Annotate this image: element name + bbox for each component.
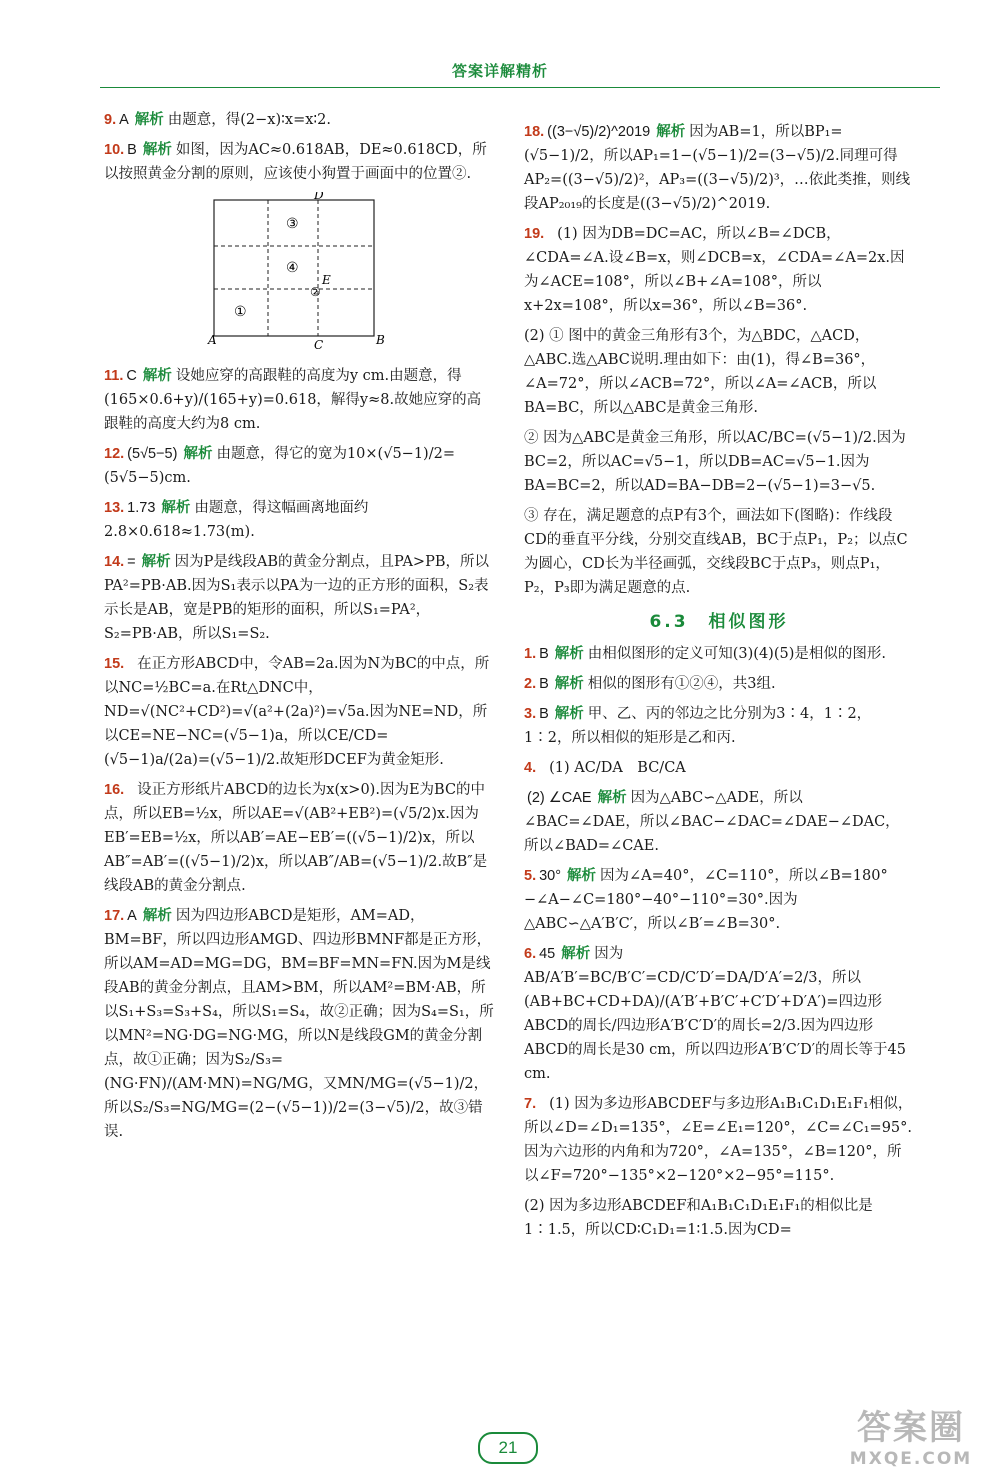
label-d: D [314,192,324,202]
analysis-label: 解析 [554,646,584,662]
item-text: (1) 因为DB=DC=AC，所以∠B=∠DCB，∠CDA=∠A.设∠B=x，则∠DCB=x，∠CDA=∠A=2x.因为∠ACE=108°，所以∠B+∠A=108°，所以x+2x=108°，所以x=36°，所以∠B=36°. [524,226,905,314]
item-text: 设她应穿的高跟鞋的高度为y cm.由题意，得 (165×0.6+y)/(165+y)=0.618，解得y≈8.故她应穿的高跟鞋的高度大约为8 cm. [104,368,482,432]
answer-item-4 [524,756,914,780]
item-answer: B [539,676,549,692]
page-header: 答案详解精析 [451,62,548,80]
item-number: 4. [524,760,537,776]
analysis-label: 解析 [554,706,584,722]
item-number: 3. [524,706,537,722]
page-number: 21 [478,1432,538,1464]
header-divider [100,87,940,88]
item-answer: B [127,142,137,158]
left-column [104,108,494,1150]
answer-item-3 [524,702,914,750]
item-text: 如图，因为AC≈0.618AB，DE≈0.618CD，所以按照黄金分割的原则，应该使小狗置于画面中的位置②. [104,142,487,182]
label-b: B [376,333,385,347]
item-answer: 30° [539,868,562,884]
item-number: 13. [104,500,125,516]
analysis-label: 解析 [142,142,172,158]
right-column [524,120,914,1248]
item-number: 12. [104,446,125,462]
item-answer: A [127,908,137,924]
answer-item-19-2-3 [524,504,914,600]
answer-item-16 [104,778,494,898]
cell-3: ③ [286,216,299,232]
item-text: 因为四边形ABCD是矩形，AM=AD，BM=BF，所以四边形AMGD、四边形BMNF都是正方形，所以AM=AD=MG=DG，BM=BF=MN=FN.因为M是线段AB的黄金分割点，且AM>BM，所以AM²=BM·AB，所以S₁+S₃=S₃+S₄，所以S₁=S₄，故②正确；因为S₄=S₁，所以MN²=NG·DG=NG·MG，所以N是线段GM的黄金分割点，故①正确；因为S₂/S₃=(NG·FN)/(AM·MN)=NG/MG，又MN/MG=(√5−1)/2，所以S₂/S₃=NG/MG=(2−(√5−1))/2=(3−√5)/2，故③错误. [104,908,494,1140]
analysis-label: 解析 [134,112,164,128]
item-number: 7. [524,1096,537,1112]
answer-item-5 [524,864,914,936]
watermark-logo [836,1400,986,1475]
answer-item-13 [104,496,494,544]
answer-item-11 [104,364,494,436]
item-answer: C [126,368,137,384]
item-text: (2) 因为多边形ABCDEF和A₁B₁C₁D₁E₁F₁的相似比是1∶1.5，所以CD∶C₁D₁=1∶1.5.因为CD= [524,1198,873,1238]
item-answer: = [127,554,136,570]
item-number: 15. [104,656,125,672]
golden-grid-figure [104,192,494,358]
item-number: 6. [524,946,537,962]
item-answer: (5√5−5) [127,446,178,462]
answer-item-14 [104,550,494,646]
watermark-text-bottom: MXQE.COM [849,1449,973,1469]
analysis-label: 解析 [161,500,191,516]
item-answer: ((3−√5)/2)^2019 [547,124,651,140]
watermark-text-top: 答案圈 [857,1408,965,1448]
item-text: ③ 存在，满足题意的点P有3个，画法如下(图略)：作线段CD的垂直平分线，分别交直线AB，BC于点P₁，P₂；以点C为圆心，CD长为半径画弧，交线段BC于点P₃，则点P₁，P₂，P₃即为满足题意的点. [524,508,908,596]
item-number: 19. [524,226,545,242]
item-text: 由题意，得这幅画离地面约2.8×0.618≈1.73(m). [104,500,369,540]
cell-2: ② [310,285,321,299]
item-text: 由题意，得它的宽为10×(√5−1)/2=(5√5−5)cm. [104,446,455,486]
item-text: 甲、乙、丙的邻边之比分别为3∶4，1∶2，1∶2，所以相似的矩形是乙和丙. [524,706,872,746]
answer-item-17 [104,904,494,1144]
item-text: ② 因为△ABC是黄金三角形，所以AC/BC=(√5−1)/2.因为BC=2，所以AC=√5−1，所以DB=AC=√5−1.因为BA=BC=2，所以AD=BA−DB=2−(√5−1)=3−√5. [524,430,906,494]
section-title: 6.3 相似图形 [649,612,789,632]
item-number: 5. [524,868,537,884]
analysis-label: 解析 [554,676,584,692]
answer-item-19-2-2 [524,426,914,498]
item-text: 由相似图形的定义可知(3)(4)(5)是相似的图形. [587,646,886,662]
answer-item-10 [104,138,494,186]
analysis-label: 解析 [142,908,172,924]
item-number: 9. [104,112,117,128]
item-text: 因为∠A=40°，∠C=110°，所以∠B=180°−∠A−∠C=180°−40°−110°=30°.因为△ABC∽△A′B′C′，所以∠B′=∠B=30°. [524,868,888,932]
cell-4: ④ [286,260,299,276]
cell-1: ① [234,304,247,320]
item-text: 由题意，得(2−x)∶x=x∶2. [167,112,332,128]
label-e: E [322,273,331,287]
answer-item-18 [524,120,914,216]
item-number: 1. [524,646,537,662]
item-text: (1) AC/DA BC/CA [549,760,686,776]
item-answer: 1.73 [127,500,156,516]
analysis-label: 解析 [183,446,213,462]
item-answer: A [119,112,129,128]
item-text: 因为△ABC∽△ADE，所以∠BAC=∠DAE，所以∠BAC−∠DAC=∠DAE−∠DAC，所以∠BAD=∠CAE. [524,790,900,854]
item-text: 因为AB/A′B′=BC/B′C′=CD/C′D′=DA/D′A′=2/3，所以(AB+BC+CD+DA)/(A′B′+B′C′+C′D′+D′A′)=四边形ABCD的周长/四边形A′B′C′D′的周长=2/3.因为四边形ABCD的周长是30 cm，所以四边形A′B′C′D′的周长等于45 cm. [524,946,907,1082]
item-text: 相似的图形有①②④，共3组. [587,676,776,692]
answer-item-7 [524,1092,914,1188]
answer-item-4-2 [524,786,914,858]
answer-item-9 [104,108,494,132]
answer-item-15 [104,652,494,772]
item-number: 2. [524,676,537,692]
item-number: 16. [104,782,125,798]
label-c: C [314,338,324,350]
analysis-label: 解析 [561,946,591,962]
item-answer: B [539,706,549,722]
analysis-label: 解析 [597,790,627,806]
answer-item-7-2 [524,1194,914,1242]
analysis-label: 解析 [142,368,172,384]
answer-item-2 [524,672,914,696]
answer-item-12 [104,442,494,490]
item-number: 14. [104,554,125,570]
answer-item-19 [524,222,914,318]
item-number: 11. [104,368,124,384]
item-number: 18. [524,124,545,140]
item-number: 10. [104,142,125,158]
answer-item-6 [524,942,914,1086]
item-text: 在正方形ABCD中，令AB=2a.因为N为BC的中点，所以NC=½BC=a.在Rt△DNC中，ND=√(NC²+CD²)=√(a²+(2a)²)=√5a.因为NE=ND，所以CE=NE−NC=(√5−1)a，所以CE/CD=(√5−1)a/(2a)=(√5−1)/2.故矩形DCEF为黄金矩形. [104,656,490,768]
grid-diagram [202,192,392,350]
label-a: A [208,333,217,347]
item-text: 因为P是线段AB的黄金分割点，且PA>PB，所以PA²=PB·AB.因为S₁表示以PA为一边的正方形的面积，S₂表示长是AB，宽是PB的矩形的面积，所以S₁=PA²，S₂=PB·AB，所以S₁=S₂. [104,554,489,642]
item-text: (1) 因为多边形ABCDEF与多边形A₁B₁C₁D₁E₁F₁相似，所以∠D=∠D₁=135°，∠E=∠E₁=120°，∠C=∠C₁=95°.因为六边形的内角和为720°，∠A=135°，∠B=120°，所以∠F=720°−135°×2−120°×2−95°=115°. [524,1096,913,1184]
analysis-label: 解析 [567,868,597,884]
item-number: 17. [104,908,125,924]
item-text: (2) ① 图中的黄金三角形有3个，为△BDC，△ACD，△ABC.选△ABC说明.理由如下：由(1)，得∠B=36°，∠A=72°，所以∠ACB=72°，所以∠A=∠ACB，所以BA=BC，所以△ABC是黄金三角形. [524,328,877,416]
item-answer: B [539,646,549,662]
answer-item-19-2-1 [524,324,914,420]
item-answer: (2) ∠CAE [527,790,592,806]
item-text: 因为AB=1，所以BP₁=(√5−1)/2，所以AP₁=1−(√5−1)/2=(3−√5)/2.同理可得AP₂=((3−√5)/2)²，AP₃=((3−√5)/2)³，…依此类推，则线段AP₂₀₁₉的长度是((3−√5)/2)^2019. [524,124,911,212]
item-answer: 45 [539,946,556,962]
analysis-label: 解析 [141,554,171,570]
answer-item-1 [524,642,914,666]
item-text: 设正方形纸片ABCD的边长为x(x>0).因为E为BC的中点，所以EB=½x，所以AE=√(AB²+EB²)=(√5/2)x.因为EB′=EB=½x，所以AB′=AE−EB′=((√5−1)/2)x，所以AB″=AB′=((√5−1)/2)x，所以AB″/AB=(√5−1)/2.故B″是线段AB的黄金分割点. [104,782,488,894]
analysis-label: 解析 [656,124,686,140]
